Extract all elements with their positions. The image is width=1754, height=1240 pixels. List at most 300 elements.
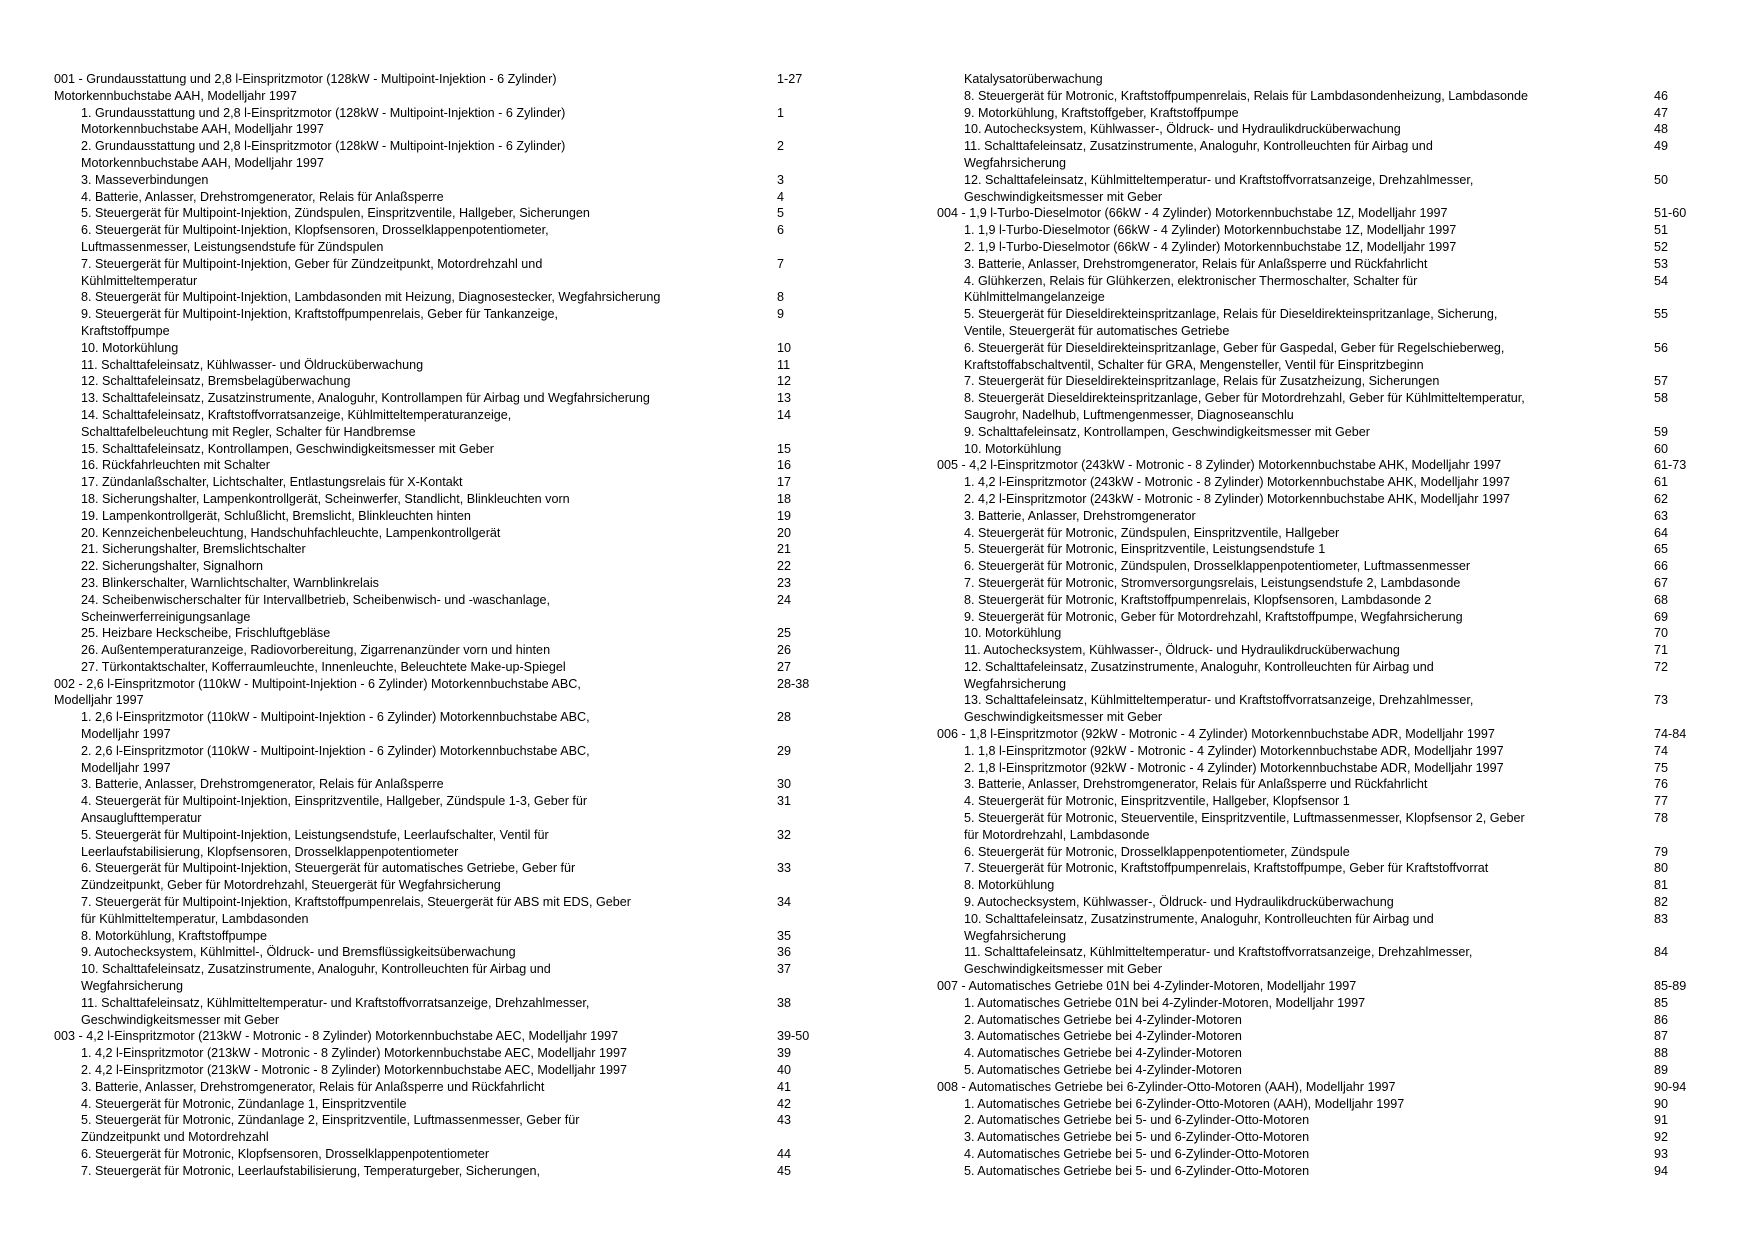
toc-page-number: 45 [777,1163,792,1178]
toc-entry[interactable] [937,877,1669,894]
toc-entry-text: Ansauglufttemperatur [81,811,202,826]
toc-page-number: 28 [777,710,792,725]
toc-entry[interactable] [937,508,1669,525]
toc-entry-text: Modelljahr 1997 [54,693,144,708]
toc-entry[interactable] [937,575,1669,592]
toc-page-number: 94 [1654,1163,1669,1178]
toc-page-number: 66 [1654,559,1669,574]
toc-entry[interactable] [937,944,1669,978]
toc-entry-text: 5. Steuergerät für Multipoint-Injektion, Leistungsendstufe, Leerlaufschalter, Ventil für [81,827,549,842]
toc-entry[interactable] [54,1112,792,1146]
toc-entry[interactable] [937,844,1669,861]
toc-entry-text: Geschwindigkeitsmesser mit Geber [81,1012,280,1027]
toc-page-number: 68 [1654,592,1669,607]
toc-section-entry[interactable] [54,71,803,105]
toc-entry-text: Motorkennbuchstabe AAH, Modelljahr 1997 [54,88,297,103]
toc-entry-text: 3. Batterie, Anlasser, Drehstromgenerator, Relais für Anlaßsperre und Rückfahrlicht [964,777,1428,792]
toc-entry[interactable] [937,1112,1669,1129]
toc-page-number: 78 [1654,811,1669,826]
toc-page-number: 31 [777,794,792,809]
toc-entry-text: 4. Automatisches Getriebe bei 5- und 6-Zylinder-Otto-Motoren [964,1147,1310,1161]
toc-entry[interactable] [937,172,1669,206]
toc-entry[interactable] [937,860,1669,877]
toc-entry[interactable] [937,659,1669,693]
toc-entry-text: 5. Automatisches Getriebe bei 5- und 6-Zylinder-Otto-Motoren [964,1163,1310,1178]
toc-entry[interactable] [937,1129,1669,1146]
toc-entry[interactable] [54,1045,792,1062]
toc-entry[interactable] [54,709,792,743]
toc-page-number: 49 [1654,139,1669,154]
toc-entry[interactable] [54,407,792,441]
toc-entry[interactable] [54,944,792,961]
toc-entry-text: 12. Schalttafeleinsatz, Bremsbelagüberwachung [81,374,351,389]
toc-page-number: 17 [777,475,792,490]
toc-entry[interactable] [937,491,1669,508]
toc-entry-text: 003 - 4,2 l-Einspritzmotor (213kW - Motronic - 8 Zylinder) Motorkennbuchstabe AEC, Modelljahr 1997 [54,1029,619,1044]
toc-page-number: 86 [1654,1012,1669,1027]
toc-entry-text: 9. Autochecksystem, Kühlmittel-, Öldruck- und Bremsflüssigkeitsüberwachung [81,945,516,960]
toc-entry-text: 17. Zündanlaßschalter, Lichtschalter, Entlastungsrelais für X-Kontakt [81,475,463,490]
toc-entry-text: 3. Batterie, Anlasser, Drehstromgenerator, Relais für Anlaßsperre [81,777,444,792]
toc-entry-text: 3. Automatisches Getriebe bei 5- und 6-Zylinder-Otto-Motoren [964,1130,1310,1145]
toc-entry[interactable] [937,273,1669,307]
toc-entry[interactable] [54,457,792,474]
toc-entry[interactable] [54,474,792,491]
toc-entry-text: 002 - 2,6 l-Einspritzmotor (110kW - Multipoint-Injektion - 6 Zylinder) Motorkennbuchstabe ABC, [54,676,581,691]
toc-entry-text: 11. Schalttafeleinsatz, Zusatzinstrumente, Analoguhr, Kontrolleuchten für Airbag und [964,139,1433,154]
toc-entry[interactable] [937,1062,1669,1079]
toc-page-number: 39 [777,1046,792,1061]
toc-page-number: 59 [1654,424,1669,439]
toc-entry-text: 7. Steuergerät für Motronic, Stromversorgungsrelais, Leistungsendstufe 2, Lambdasonde [964,575,1461,590]
toc-entry[interactable] [937,306,1669,340]
toc-entry-text: 2. 4,2 l-Einspritzmotor (213kW - Motronic - 8 Zylinder) Motorkennbuchstabe AEC, Modelljahr 1997 [81,1063,627,1078]
toc-entry[interactable] [937,71,1528,88]
toc-entry-text: 2. Grundausstattung und 2,8 l-Einspritzmotor (128kW - Multipoint-Injektion - 6 Zylinder) [81,139,566,154]
toc-entry-text: 12. Schalttafeleinsatz, Zusatzinstrumente, Analoguhr, Kontrolleuchten für Airbag und [964,659,1434,674]
toc-section-entry[interactable] [937,457,1687,474]
toc-page-number: 79 [1654,844,1669,859]
toc-page-number: 10 [777,340,792,355]
toc-entry-text: 10. Autochecksystem, Kühlwasser-, Öldruck- und Hydraulikdrucküberwachung [964,122,1401,137]
toc-entry[interactable] [54,340,792,357]
toc-entry-text: 1. 4,2 l-Einspritzmotor (243kW - Motronic - 8 Zylinder) Motorkennbuchstabe AHK, Modelljahr 1997 [964,475,1510,490]
toc-page-number: 74 [1654,743,1669,758]
toc-entry-text: 4. Automatisches Getriebe bei 4-Zylinder-Motoren [964,1046,1242,1061]
toc-entry-text: 10. Motorkühlung [964,626,1062,641]
toc-entry-text: 10. Schalttafeleinsatz, Zusatzinstrumente, Analoguhr, Kontrolleuchten für Airbag und [964,911,1434,926]
toc-entry-text: 3. Batterie, Anlasser, Drehstromgenerator, Relais für Anlaßsperre und Rückfahrlicht [81,1079,545,1094]
toc-entry[interactable] [54,1062,792,1079]
toc-page-number: 20 [777,525,792,540]
toc-entry[interactable] [54,642,792,659]
toc-entry[interactable] [54,1163,792,1180]
toc-entry-text: 4. Steuergerät für Motronic, Zündspulen, Einspritzventile, Hallgeber [964,525,1340,540]
toc-entry-text: 11. Autochecksystem, Kühlwasser-, Öldruck- und Hydraulikdrucküberwachung [964,643,1400,658]
toc-entry-text: 3. Batterie, Anlasser, Drehstromgenerator, Relais für Anlaßsperre und Rückfahrlicht [964,256,1428,271]
toc-entry[interactable] [54,256,785,290]
toc-entry-text: Kühlmittelmangelanzeige [964,290,1105,305]
toc-entry-text: 7. Steuergerät für Multipoint-Injektion, Kraftstoffpumpenrelais, Steuergerät für ABS mit EDS, Geber [81,895,631,910]
toc-entry[interactable] [54,525,792,542]
toc-page-number: 93 [1654,1147,1669,1161]
toc-entry-text: 5. Steuergerät für Multipoint-Injektion, Zündspulen, Einspritzventile, Hallgeber, Sicherungen [81,206,590,221]
toc-page-number: 51-60 [1654,206,1687,221]
toc-entry[interactable] [937,390,1669,424]
toc-entry-text: 8. Motorkühlung [964,878,1055,893]
toc-page-number: 57 [1654,374,1669,389]
toc-entry[interactable] [54,1146,792,1163]
toc-entry[interactable] [54,776,792,793]
toc-entry[interactable] [54,306,785,340]
toc-page-number: 22 [777,559,792,574]
toc-page-number: 88 [1654,1046,1669,1061]
toc-page-number: 26 [777,643,792,658]
toc-entry[interactable] [54,441,792,458]
toc-entry-text: 5. Steuergerät für Motronic, Einspritzventile, Leistungsendstufe 1 [964,542,1326,557]
toc-entry-text: 4. Steuergerät für Motronic, Einspritzventile, Hallgeber, Klopfsensor 1 [964,794,1350,809]
toc-page-number: 92 [1654,1130,1669,1145]
toc-page-number: 40 [777,1063,792,1078]
toc-section-entry[interactable] [54,1028,810,1045]
toc-entry-text: 006 - 1,8 l-Einspritzmotor (92kW - Motronic - 4 Zylinder) Motorkennbuchstabe ADR, Modelljahr 1997 [937,727,1495,742]
toc-entry[interactable] [54,961,792,995]
toc-entry-text: 7. Steuergerät für Dieseldirekteinspritzanlage, Relais für Zusatzheizung, Sicherungen [964,374,1440,389]
toc-section-entry[interactable] [937,205,1687,222]
toc-entry[interactable] [54,995,792,1029]
toc-page-number: 29 [777,743,792,758]
toc-entry[interactable] [54,373,792,390]
toc-entry-text: Scheinwerferreinigungsanlage [81,609,251,624]
toc-entry-text: 18. Sicherungshalter, Lampenkontrollgerät, Scheinwerfer, Standlicht, Blinkleuchten vorn [81,491,570,506]
toc-entry[interactable] [54,575,792,592]
toc-page-number: 35 [777,928,792,943]
toc-entry[interactable] [54,1079,792,1096]
toc-page-number: 28-38 [777,676,810,691]
toc-page-number: 33 [777,861,792,876]
toc-section-entry[interactable] [937,978,1687,995]
toc-entry-text: 5. Steuergerät für Dieseldirekteinspritzanlage, Relais für Dieseldirekteinspritzanlage, Sicherung, [964,307,1498,322]
toc-entry-text: Modelljahr 1997 [81,760,171,775]
toc-entry-text: 8. Steuergerät für Multipoint-Injektion, Lambdasonden mit Heizung, Diagnosestecker, Wegfahrsicherung [81,290,661,305]
toc-page-number: 77 [1654,794,1669,809]
toc-entry[interactable] [937,121,1669,138]
toc-entry[interactable] [54,928,792,945]
toc-entry-text: Wegfahrsicherung [964,928,1066,943]
toc-entry-text: 4. Steuergerät für Multipoint-Injektion, Einspritzventile, Hallgeber, Zündspule 1-3, Geber für [81,794,588,809]
toc-entry[interactable] [937,373,1669,390]
toc-entry[interactable] [937,441,1669,458]
toc-page-number: 85-89 [1654,979,1687,994]
toc-entry-text: für Motordrehzahl, Lambdasonde [964,827,1150,842]
toc-page-number: 69 [1654,609,1669,624]
toc-entry[interactable] [937,995,1669,1012]
toc-page-number: 13 [777,391,792,406]
toc-entry-text: 6. Steuergerät für Motronic, Klopfsensoren, Drosselklappenpotentiometer [81,1147,490,1161]
toc-entry[interactable] [937,239,1669,256]
toc-entry-text: Zündzeitpunkt und Motordrehzahl [81,1130,269,1145]
toc-entry-text: 27. Türkontaktschalter, Kofferraumleuchte, Innenleuchte, Beleuchtete Make-up-Spiegel [81,659,566,674]
toc-entry[interactable] [54,894,792,928]
toc-entry-text: Kühlmitteltemperatur [81,273,198,288]
toc-entry-text: 15. Schalttafeleinsatz, Kontrollampen, Geschwindigkeitsmesser mit Geber [81,441,494,456]
toc-entry-text: Geschwindigkeitsmesser mit Geber [964,710,1163,725]
toc-entry[interactable] [54,860,792,894]
toc-page-number: 36 [777,945,792,960]
toc-page-number: 90-94 [1654,1079,1687,1094]
toc-entry-text: Luftmassenmesser, Leistungsendstufe für Zündspulen [81,239,384,254]
toc-entry[interactable] [937,776,1669,793]
toc-entry[interactable] [937,1163,1669,1180]
toc-entry-text: 8. Steuergerät Dieseldirekteinspritzanlage, Geber für Motordrehzahl, Geber für Kühlmitteltemperatur, [964,391,1525,406]
toc-entry[interactable] [937,541,1669,558]
toc-entry-text: 11. Schalttafeleinsatz, Kühlmitteltemperatur- und Kraftstoffvorratsanzeige, Drehzahlmesser, [964,945,1473,960]
toc-page-number: 90 [1654,1096,1669,1111]
toc-entry[interactable] [937,525,1669,542]
toc-entry[interactable] [937,760,1669,777]
toc-page-number: 73 [1654,693,1669,708]
toc-page-number: 53 [1654,256,1669,271]
toc-entry[interactable] [54,827,792,861]
toc-entry-text: 6. Steuergerät für Motronic, Zündspulen, Drosselklappenpotentiometer, Luftmassenmesser [964,559,1471,574]
toc-entry[interactable] [937,340,1669,374]
toc-page-number: 19 [777,508,792,523]
toc-entry-text: 14. Schalttafeleinsatz, Kraftstoffvorratsanzeige, Kühlmitteltemperaturanzeige, [81,407,512,422]
toc-entry[interactable] [937,222,1669,239]
toc-entry[interactable] [54,105,785,139]
toc-entry-text: Modelljahr 1997 [81,727,171,742]
toc-page-number: 72 [1654,659,1669,674]
toc-entry-text: 2. Automatisches Getriebe bei 4-Zylinder-Motoren [964,1012,1242,1027]
toc-page-number: 18 [777,491,792,506]
toc-page-number: 63 [1654,508,1669,523]
toc-section-entry[interactable] [937,726,1687,743]
toc-entry[interactable] [54,793,792,827]
toc-entry-text: 24. Scheibenwischerschalter für Intervallbetrieb, Scheibenwisch- und -waschanlage, [81,592,551,607]
toc-entry-text: 13. Schalttafeleinsatz, Zusatzinstrumente, Analoguhr, Kontrollampen für Airbag und Wegfahrsicherung [81,391,650,406]
toc-page-number: 91 [1654,1113,1669,1128]
toc-entry[interactable] [937,256,1669,273]
toc-entry-text: 22. Sicherungshalter, Signalhorn [81,559,264,574]
toc-page-number: 50 [1654,172,1669,187]
toc-entry-text: 3. Automatisches Getriebe bei 4-Zylinder-Motoren [964,1029,1242,1044]
toc-page-number: 55 [1654,307,1669,322]
toc-entry-text: Saugrohr, Nadelhub, Luftmengenmesser, Diagnoseanschlu [964,407,1294,422]
toc-entry[interactable] [937,894,1669,911]
toc-entry-text: Wegfahrsicherung [964,155,1066,170]
toc-entry-text: 6. Steuergerät für Multipoint-Injektion, Steuergerät für automatisches Getriebe, Geber für [81,861,576,876]
toc-page-number: 38 [777,995,792,1010]
toc-page-number: 8 [777,290,785,305]
toc-entry-text: 8. Steuergerät für Motronic, Kraftstoffpumpenrelais, Relais für Lambdasondenheizung, Lambdasonde [964,88,1529,103]
toc-entry-text: 007 - Automatisches Getriebe 01N bei 4-Zylinder-Motoren, Modelljahr 1997 [937,979,1357,994]
toc-entry-text: 2. Automatisches Getriebe bei 5- und 6-Zylinder-Otto-Motoren [964,1113,1310,1128]
toc-entry[interactable] [937,911,1669,945]
toc-entry[interactable] [937,810,1669,844]
toc-page-number: 15 [777,441,792,456]
toc-entry[interactable] [937,1012,1669,1029]
toc-page-number: 47 [1654,105,1669,120]
toc-page-number: 56 [1654,340,1669,355]
toc-page-number: 58 [1654,391,1669,406]
toc-entry-text: 21. Sicherungshalter, Bremslichtschalter [81,542,306,557]
toc-entry[interactable] [54,289,785,306]
toc-entry-text: 11. Schalttafeleinsatz, Kühlmitteltemperatur- und Kraftstoffvorratsanzeige, Drehzahlmesser, [81,995,590,1010]
toc-page-number: 23 [777,575,792,590]
toc-page-number: 65 [1654,542,1669,557]
toc-entry[interactable] [54,508,792,525]
toc-entry[interactable] [937,424,1669,441]
toc-entry[interactable] [54,625,792,642]
toc-entry-text: 7. Steuergerät für Multipoint-Injektion, Geber für Zündzeitpunkt, Motordrehzahl und [81,256,543,271]
toc-page-number: 5 [777,206,785,221]
toc-entry[interactable] [54,205,785,222]
toc-page-number: 84 [1654,945,1669,960]
toc-page-number: 83 [1654,911,1669,926]
toc-entry-text: 16. Rückfahrleuchten mit Schalter [81,458,270,473]
toc-page-number: 48 [1654,122,1669,137]
toc-entry[interactable] [54,743,792,777]
toc-section-entry[interactable] [937,1079,1687,1096]
toc-page-number: 14 [777,407,792,422]
toc-entry-text: 12. Schalttafeleinsatz, Kühlmitteltemperatur- und Kraftstoffvorratsanzeige, Drehzahlmesser, [964,172,1474,187]
toc-entry-text: Schalttafelbeleuchtung mit Regler, Schalter für Handbremse [81,424,416,439]
toc-entry-text: Kraftstoffabschaltventil, Schalter für GRA, Mengensteller, Ventil für Einspritzbeginn [964,357,1424,372]
toc-section-entry[interactable] [54,676,810,710]
toc-entry[interactable] [937,88,1669,105]
toc-page-number: 1-27 [777,72,803,86]
toc-entry-text: 6. Steuergerät für Motronic, Drosselklappenpotentiometer, Zündspule [964,844,1350,859]
toc-entry[interactable] [937,138,1669,172]
toc-page-number: 30 [777,777,792,792]
toc-entry[interactable] [54,659,792,676]
toc-page-number: 42 [777,1096,792,1111]
toc-entry-text: 13. Schalttafeleinsatz, Kühlmitteltemperatur- und Kraftstoffvorratsanzeige, Drehzahlmesser, [964,693,1474,708]
toc-entry-text: 8. Steuergerät für Motronic, Kraftstoffpumpenrelais, Klopfsensoren, Lambdasonde 2 [964,592,1432,607]
toc-entry[interactable] [937,474,1669,491]
toc-page-number: 46 [1654,88,1669,103]
toc-entry[interactable] [937,558,1669,575]
toc-entry-text: 9. Schalttafeleinsatz, Kontrollampen, Geschwindigkeitsmesser mit Geber [964,424,1370,439]
toc-page-number: 51 [1654,223,1669,238]
toc-entry[interactable] [54,172,785,189]
toc-entry-text: Ventile, Steuergerät für automatisches Getriebe [964,323,1230,338]
toc-entry-text: 1. Automatisches Getriebe 01N bei 4-Zylinder-Motoren, Modelljahr 1997 [964,995,1366,1010]
toc-entry-text: 26. Außentemperaturanzeige, Radiovorbereitung, Zigarrenanzünder vorn und hinten [81,643,551,658]
toc-entry-text: 1. Automatisches Getriebe bei 6-Zylinder-Otto-Motoren (AAH), Modelljahr 1997 [964,1096,1405,1111]
toc-entry[interactable] [937,1045,1669,1062]
toc-entry-text: 10. Motorkühlung [964,441,1062,456]
toc-page-number: 61 [1654,475,1669,490]
toc-entry[interactable] [937,592,1669,609]
toc-page-number: 4 [777,189,785,204]
toc-page-number: 75 [1654,760,1669,775]
toc-entry-text: 1. 1,8 l-Einspritzmotor (92kW - Motronic - 4 Zylinder) Motorkennbuchstabe ADR, Modelljahr 1997 [964,743,1504,758]
toc-entry[interactable] [937,1028,1669,1045]
toc-entry[interactable] [54,1096,792,1113]
toc-entry-text: Leerlaufstabilisierung, Klopfsensoren, Drosselklappenpotentiometer [81,844,459,859]
toc-page-number: 41 [777,1079,792,1094]
toc-entry-text: 5. Steuergerät für Motronic, Zündanlage 2, Einspritzventile, Luftmassenmesser, Geber für [81,1113,580,1128]
toc-entry[interactable] [937,1096,1669,1113]
toc-entry[interactable] [54,390,792,407]
toc-page-number: 70 [1654,626,1669,641]
toc-entry-text: 11. Schalttafeleinsatz, Kühlwasser- und Öldrucküberwachung [81,357,424,372]
toc-page-number: 74-84 [1654,727,1687,742]
toc-entry[interactable] [937,609,1669,626]
toc-page-number: 85 [1654,995,1669,1010]
toc-entry-text: 25. Heizbare Heckscheibe, Frischluftgebläse [81,626,331,641]
toc-entry-text: Motorkennbuchstabe AAH, Modelljahr 1997 [81,122,324,137]
toc-page-number: 61-73 [1654,458,1687,473]
toc-page-number: 34 [777,895,792,910]
toc-column-left [54,71,810,1180]
toc-entry[interactable] [54,189,785,206]
toc-entry[interactable] [54,558,792,575]
toc-entry-text: 008 - Automatisches Getriebe bei 6-Zylinder-Otto-Motoren (AAH), Modelljahr 1997 [937,1079,1396,1094]
toc-column-right [937,71,1687,1180]
toc-entry-text: 3. Masseverbindungen [81,172,209,187]
toc-page-number: 3 [777,172,785,187]
toc-entry[interactable] [54,138,785,172]
toc-page-number: 24 [777,592,792,607]
toc-entry-text: 2. 4,2 l-Einspritzmotor (243kW - Motronic - 8 Zylinder) Motorkennbuchstabe AHK, Modelljahr 1997 [964,491,1510,506]
toc-entry[interactable] [937,625,1669,642]
toc-entry[interactable] [54,357,791,374]
toc-entry-text: Geschwindigkeitsmesser mit Geber [964,189,1163,204]
toc-entry[interactable] [937,692,1669,726]
toc-page-number: 52 [1654,239,1669,254]
toc-entry[interactable] [937,743,1669,760]
toc-entry-text: 4. Glühkerzen, Relais für Glühkerzen, elektronischer Thermoschalter, Schalter für [964,273,1418,288]
toc-page-number: 62 [1654,491,1669,506]
toc-entry-text: Wegfahrsicherung [964,676,1066,691]
toc-entry-text: 10. Motorkühlung [81,340,179,355]
toc-entry-text: 10. Schalttafeleinsatz, Zusatzinstrumente, Analoguhr, Kontrolleuchten für Airbag und [81,962,551,977]
toc-entry-text: 9. Autochecksystem, Kühlwasser-, Öldruck- und Hydraulikdrucküberwachung [964,895,1394,910]
toc-entry-text: 4. Steuergerät für Motronic, Zündanlage 1, Einspritzventile [81,1096,407,1111]
toc-entry[interactable] [937,105,1669,122]
toc-page-number: 82 [1654,895,1669,910]
toc-entry-text: 1. 4,2 l-Einspritzmotor (213kW - Motronic - 8 Zylinder) Motorkennbuchstabe AEC, Modelljahr 1997 [81,1046,627,1061]
toc-entry[interactable] [937,642,1669,659]
toc-entry[interactable] [54,222,785,256]
toc-entry-text: 9. Steuergerät für Multipoint-Injektion, Kraftstoffpumpenrelais, Geber für Tankanzeige, [81,307,558,322]
toc-entry-text: 2. 1,8 l-Einspritzmotor (92kW - Motronic - 4 Zylinder) Motorkennbuchstabe ADR, Modelljahr 1997 [964,760,1504,775]
toc-page-number: 39-50 [777,1029,810,1044]
toc-page-number: 12 [777,374,792,389]
toc-entry-text: 19. Lampenkontrollgerät, Schlußlicht, Bremslicht, Blinkleuchten hinten [81,508,471,523]
toc-entry[interactable] [937,793,1669,810]
toc-entry-text: Wegfahrsicherung [81,979,183,994]
toc-entry[interactable] [54,541,792,558]
toc-entry-text: Zündzeitpunkt, Geber für Motordrehzahl, Steuergerät für Wegfahrsicherung [81,878,501,893]
toc-entry-text: Kraftstoffpumpe [81,323,170,338]
toc-page-number: 21 [777,542,792,557]
toc-page-number: 1 [777,105,785,120]
toc-page-number: 67 [1654,575,1669,590]
toc-entry[interactable] [54,491,792,508]
toc-entry[interactable] [937,1146,1669,1163]
toc-entry-text: 6. Steuergerät für Multipoint-Injektion, Klopfsensoren, Drosselklappenpotentiometer, [81,223,549,238]
toc-entry-text: 9. Steuergerät für Motronic, Geber für Motordrehzahl, Kraftstoffpumpe, Wegfahrsicherung [964,609,1463,624]
toc-entry-text: Katalysatorüberwachung [964,72,1103,86]
toc-entry[interactable] [54,592,792,626]
toc-page-number: 2 [777,139,785,154]
toc-page-number: 71 [1654,643,1669,658]
toc-entry-text: 001 - Grundausstattung und 2,8 l-Einspritzmotor (128kW - Multipoint-Injektion - 6 Zylinder) [54,72,557,86]
toc-page-number: 89 [1654,1063,1669,1078]
